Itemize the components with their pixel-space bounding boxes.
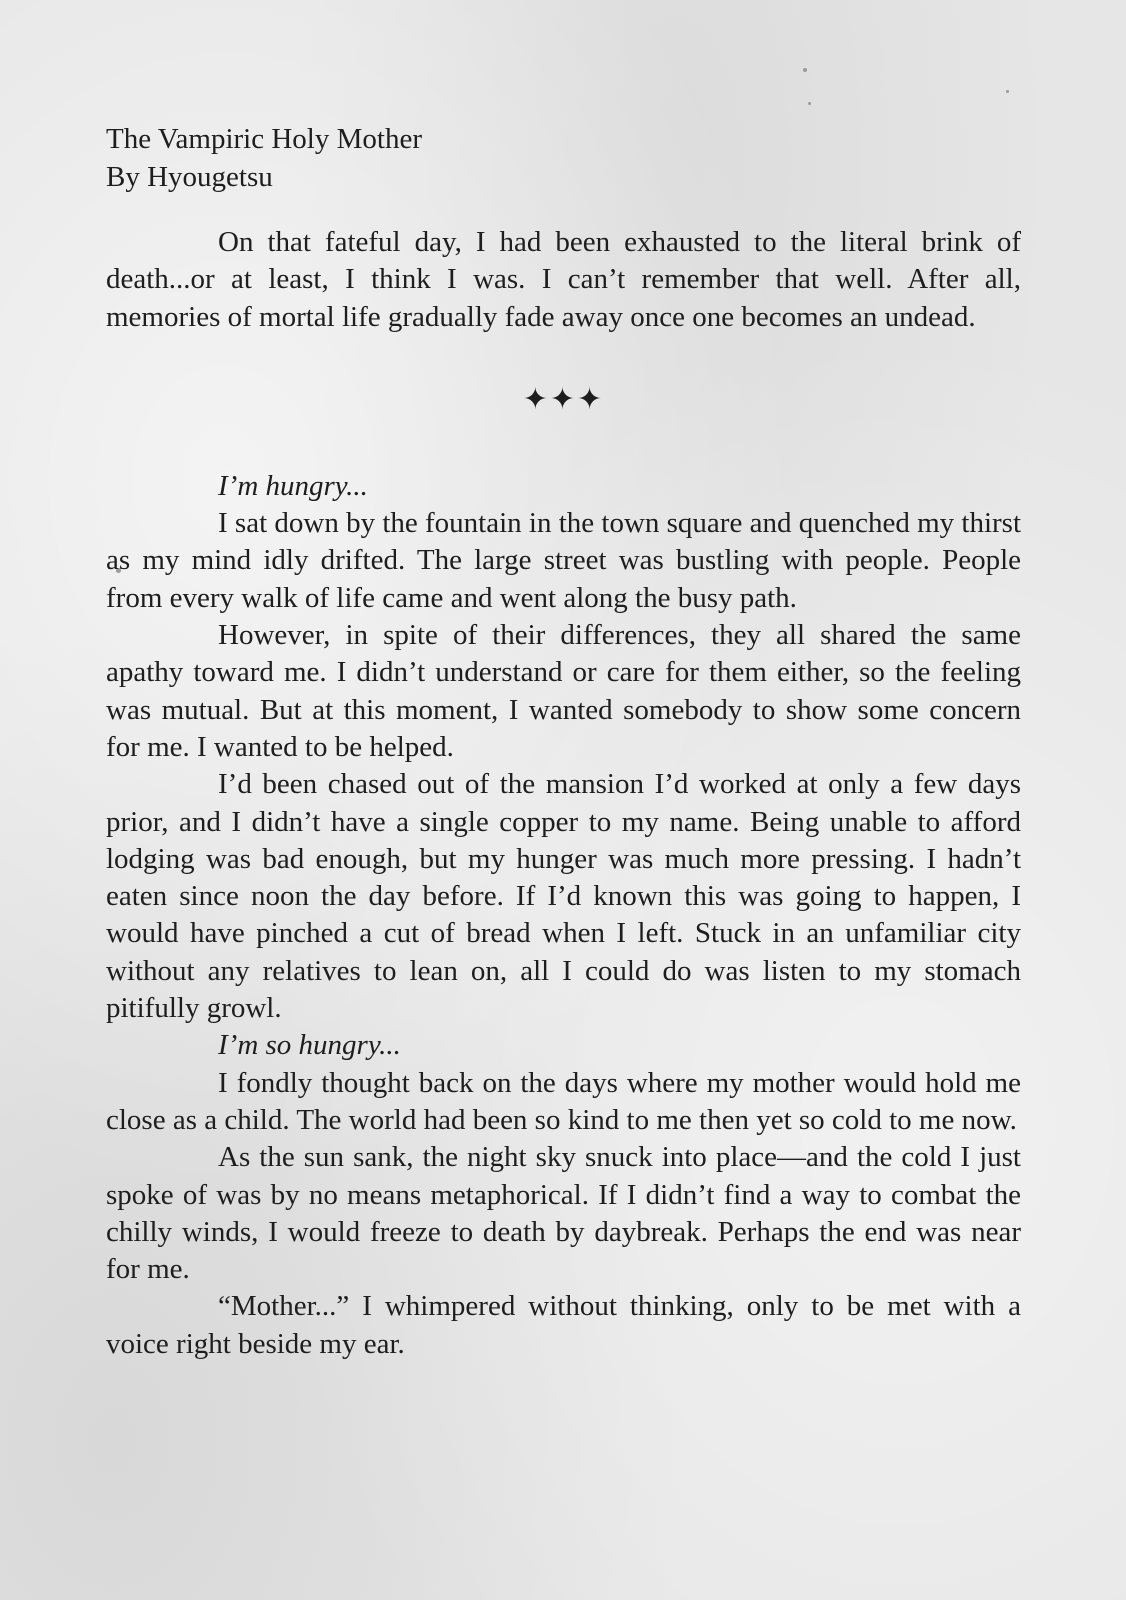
body-paragraph: As the sun sank, the night sky snuck into place—and the cold I just spoke of was by no means metaphorical. If I didn’t find a way to combat the chilly winds, I would freeze to death by daybreak. Perhaps the end was near for me. (106, 1141, 1021, 1286)
body-paragraph: However, in spite of their differences, they all shared the same apathy toward me. I didn’t understand or care for them either, so the feeling was mutual. But at this moment, I wanted somebody to show some concern for me. I wanted to be helped. (106, 619, 1021, 763)
italic-thought-paragraph: I’m hungry... (218, 469, 368, 502)
document-author: By Hyougetsu (106, 161, 273, 193)
intro-paragraph: On that fateful day, I had been exhausted to the literal brink of death...or at least, I think I was. I can’t remember that well. After all, memories of mortal life gradually fade away once one becomes an undead. (106, 226, 1021, 333)
body-paragraph: “Mother...” I whimpered without thinking, only to be met with a voice right beside my ear. (106, 1290, 1021, 1360)
document-page (106, 120, 1021, 1363)
paper-speck (803, 68, 807, 72)
body-paragraph: I fondly thought back on the days where my mother would hold me close as a child. The world had been so kind to me then yet so cold to me now. (106, 1066, 1021, 1136)
body-text (106, 468, 1021, 1363)
document-header (106, 120, 1021, 196)
document-title: The Vampiric Holy Mother (106, 123, 422, 155)
paper-speck (1006, 90, 1009, 93)
section-separator: ✦✦✦ (522, 382, 605, 416)
body-paragraph: I’d been chased out of the mansion I’d worked at only a few days prior, and I didn’t have a single copper to my name. Being unable to afford lodging was bad enough, but my hunger was much more pressing. I hadn’t eaten since noon the day before. If I’d known this was going to happen, I would have pinched a cut of bread when I left. Stuck in an unfamiliar city without any relatives to lean on, all I could do was listen to my stomach pitifully growl. (106, 768, 1021, 1025)
paper-speck (808, 102, 811, 105)
italic-thought-paragraph: I’m so hungry... (218, 1029, 401, 1062)
body-paragraph: I sat down by the fountain in the town square and quenched my thirst as my mind idly drifted. The large street was bustling with people. People from every walk of life came and went along the busy path. (106, 507, 1021, 614)
